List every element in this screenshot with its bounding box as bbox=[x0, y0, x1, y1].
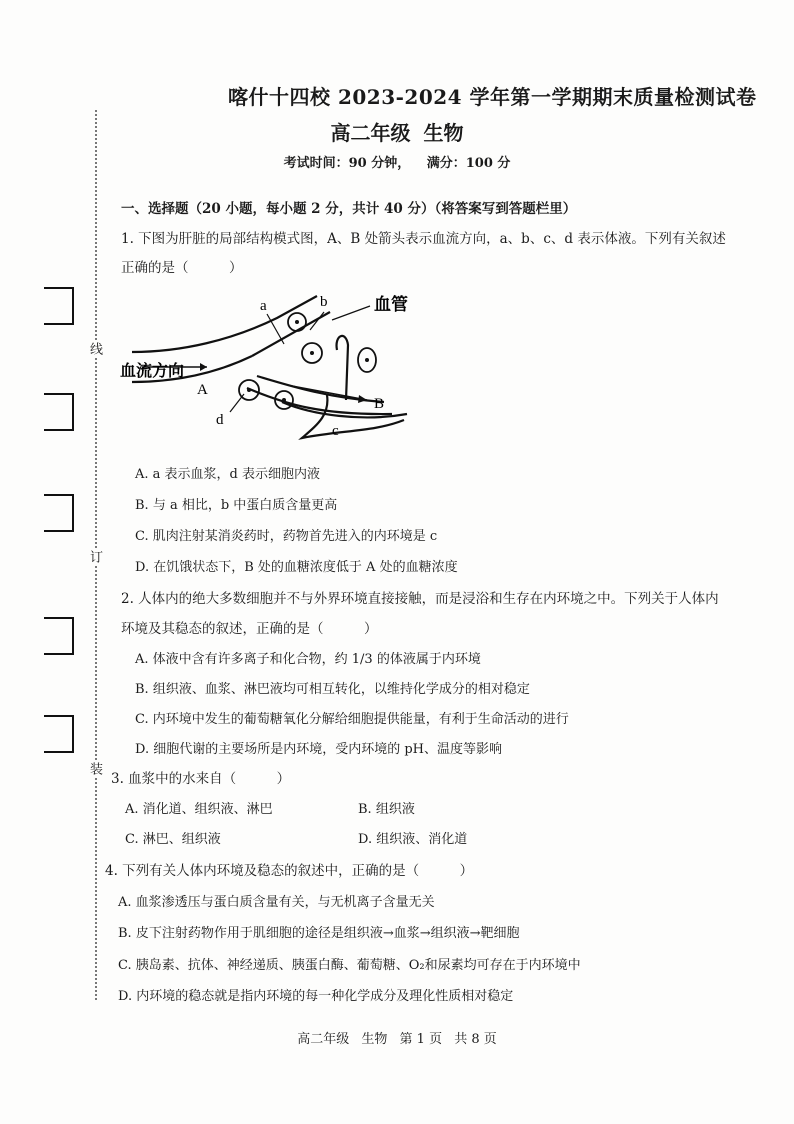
binding-label-line: 线 bbox=[87, 342, 102, 355]
binding-label-bind: 装 bbox=[87, 762, 102, 775]
q4-option-c[interactable]: C. 胰岛素、抗体、神经递质、胰蛋白酶、葡萄糖、O₂和尿素均可存在于内环境中 bbox=[118, 958, 581, 973]
footer-subject: 生物 bbox=[361, 1032, 388, 1047]
margin-field-box[interactable] bbox=[44, 393, 74, 431]
q2-option-b[interactable]: B. 组织液、血浆、淋巴液均可相互转化，以维持化学成分的相对稳定 bbox=[135, 682, 530, 697]
grade-label: 高二年级 bbox=[330, 121, 411, 145]
q2-option-d[interactable]: D. 细胞代谢的主要场所是内环境，受内环境的 pH、温度等影响 bbox=[135, 742, 503, 757]
question-2-text-cont: 环境及其稳态的叙述，正确的是（ ） bbox=[121, 621, 378, 637]
label-c: c bbox=[332, 423, 339, 439]
margin-field-box[interactable] bbox=[44, 715, 74, 753]
footer-total: 共 8 页 bbox=[454, 1032, 497, 1047]
margin-field-box[interactable] bbox=[44, 494, 74, 532]
q4-option-b[interactable]: B. 皮下注射药物作用于肌细胞的途径是组织液→血浆→组织液→靶细胞 bbox=[118, 926, 520, 941]
q2-option-a[interactable]: A. 体液中含有许多离子和化合物，约 1/3 的体液属于内环境 bbox=[135, 652, 481, 667]
q1-option-c[interactable]: C. 肌肉注射某消炎药时，药物首先进入的内环境是 c bbox=[135, 529, 438, 544]
q3-option-a[interactable]: A. 消化道、组织液、淋巴 bbox=[125, 802, 273, 817]
q1-option-b[interactable]: B. 与 a 相比，b 中蛋白质含量更高 bbox=[135, 498, 338, 513]
binding-label-staple: 订 bbox=[87, 550, 102, 563]
label-vessel: 血管 bbox=[374, 295, 408, 315]
question-2-text: 2. 人体内的绝大多数细胞并不与外界环境直接接触，而是浸浴和生存在内环境之中。下列关于人体内 bbox=[121, 591, 719, 607]
q3-option-d[interactable]: D. 组织液、消化道 bbox=[358, 832, 468, 847]
q4-option-d[interactable]: D. 内环境的稳态就是指内环境的每一种化学成分及理化性质相对稳定 bbox=[118, 989, 514, 1004]
footer-page: 第 1 页 bbox=[399, 1032, 443, 1047]
q2-option-c[interactable]: C. 内环境中发生的葡萄糖氧化分解给细胞提供能量，有利于生命活动的进行 bbox=[135, 712, 569, 727]
margin-field-box[interactable] bbox=[44, 617, 74, 655]
label-flow-direction: 血流方向 bbox=[120, 361, 185, 380]
q3-option-c[interactable]: C. 淋巴、组织液 bbox=[125, 832, 221, 847]
exam-subtitle bbox=[0, 117, 794, 146]
label-A: A bbox=[197, 382, 208, 398]
exam-score: 满分：100 分 bbox=[426, 156, 511, 171]
q1-option-d[interactable]: D. 在饥饿状态下，B 处的血糖浓度低于 A 处的血糖浓度 bbox=[135, 560, 458, 575]
q3-option-b[interactable]: B. 组织液 bbox=[358, 802, 415, 817]
question-3-text: 3. 血浆中的水来自（ ） bbox=[111, 771, 291, 787]
label-B: B bbox=[374, 396, 385, 412]
label-b: b bbox=[320, 294, 328, 310]
footer-grade: 高二年级 bbox=[297, 1032, 350, 1047]
subject-label: 生物 bbox=[423, 121, 464, 145]
q1-option-a[interactable]: A. a 表示血浆，d 表示细胞内液 bbox=[135, 467, 320, 482]
exam-title: 喀什十四校 2023-2024 学年第一学期期末质量检测试卷 bbox=[228, 85, 757, 109]
q4-option-a[interactable]: A. 血浆渗透压与蛋白质含量有关，与无机离子含量无关 bbox=[118, 895, 435, 910]
exam-time: 考试时间：90 分钟， bbox=[283, 156, 411, 171]
page-footer bbox=[0, 1028, 794, 1047]
question-4-text: 4. 下列有关人体内环境及稳态的叙述中，正确的是（ ） bbox=[105, 863, 474, 879]
liver-structure-diagram bbox=[112, 290, 412, 450]
margin-field-box[interactable] bbox=[44, 287, 74, 325]
question-1-text: 1. 下图为肝脏的局部结构模式图，A、B 处箭头表示血流方向，a、b、c、d 表示体液。下列有关叙述 bbox=[121, 231, 726, 247]
question-1-text-cont: 正确的是（ ） bbox=[121, 260, 243, 276]
section-heading: 一、选择题（20 小题，每小题 2 分，共计 40 分）（将答案写到答题栏里） bbox=[121, 201, 577, 217]
exam-info bbox=[0, 152, 794, 171]
label-d: d bbox=[216, 412, 224, 428]
label-a: a bbox=[260, 298, 267, 314]
